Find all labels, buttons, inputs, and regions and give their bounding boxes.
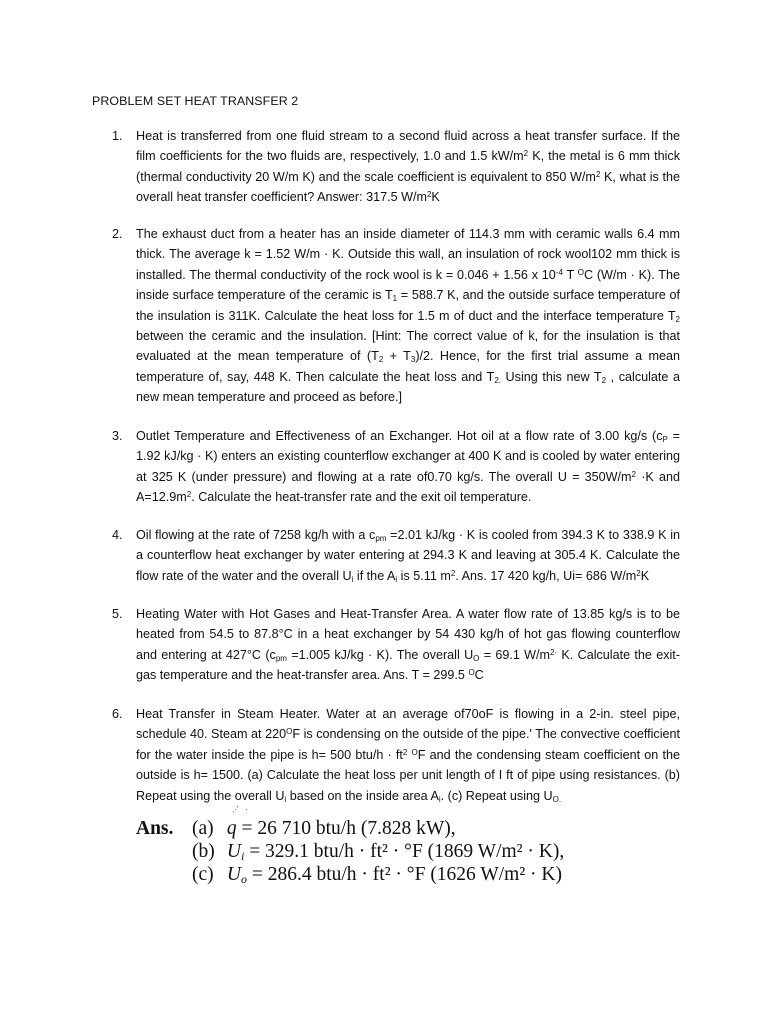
text-segment: . Ans. 17 420 kg/h, Ui= 686 W/m — [455, 568, 637, 583]
subscript: O — [473, 653, 480, 663]
text-segment: . Calculate the heat-transfer rate and the exit oil temperature. — [191, 490, 532, 505]
superscript: 2 — [523, 149, 529, 159]
text-segment: ·K and A=12.9m — [136, 469, 680, 505]
text-segment: Oil flowing at the rate of 7258 kg/h with a c — [136, 528, 376, 542]
problem-number: 6. — [112, 707, 123, 721]
answer-part-label: (a) — [192, 818, 214, 839]
text-segment: if the A — [353, 568, 396, 583]
text-segment: F and the condensing steam coefficient on the outside is h= 1500. (a) Calculate the heat loss per unit length of I ft of pipe using resistances. (b) Repeat using the overall U — [136, 747, 680, 803]
problem-number: 2. — [112, 227, 123, 241]
answer-value: = 26 710 btu/h (7.828 kW), — [236, 818, 456, 839]
superscript: O — [286, 727, 293, 737]
text-segment: K — [431, 190, 440, 205]
answer-variable-subscript: o — [240, 872, 247, 886]
text-segment: K — [640, 568, 650, 583]
text-segment: = 588.7 K, and the outside surface temperature of the insulation is 311K. Calculate the heat loss for 1.5 m of duct and the interface temperature T — [136, 288, 680, 323]
problem-text — [136, 224, 680, 408]
subscript: 3 — [410, 355, 416, 365]
answer-variable: q — [226, 818, 237, 839]
scan-specks: ,·' · — [232, 805, 248, 814]
subscript: O. — [552, 794, 562, 804]
subscript: pm — [275, 653, 287, 663]
problem-number: 1. — [112, 129, 123, 143]
problem-text — [136, 426, 680, 508]
text-segment: K, what is the overall heat transfer coefficient? Answer: 317.5 W/m — [136, 169, 680, 205]
superscript: O — [411, 747, 418, 757]
text-segment: Heat is transferred from one fluid stream to a second fluid across a heat transfer surface. If the film coefficients for the two fluids are, respectively, 1.0 and 1.5 kW/m — [136, 129, 680, 164]
superscript: 2· — [550, 647, 558, 657]
subscript: i — [351, 574, 354, 584]
subscript: 2 — [601, 375, 607, 385]
text-segment: T — [562, 267, 578, 282]
answer-variable-subscript: i — [240, 849, 245, 863]
subscript: P — [662, 435, 668, 444]
text-segment: C (W/m · K). The inside surface temperature of the ceramic is T — [136, 267, 680, 303]
superscript: 2 — [636, 568, 641, 578]
text-segment: K. Calculate the exit-gas temperature and the heat-transfer area. Ans. T = 299.5 — [136, 647, 680, 683]
answer-variable: U — [226, 864, 241, 885]
superscript: 2 — [595, 169, 601, 179]
text-segment: =2.01 kJ/kg · K is cooled from 394.3 K to 338.9 K in a counterflow heat exchanger by water entering at 294.3 K and leaving at 305.4 K. Calculate the flow rate of the water and the overall U — [136, 528, 680, 583]
text-segment: F is condensing on the outside of the pipe.' The convective coefficient for the water inside the pipe is h= 500 btu/h · ft — [136, 727, 680, 762]
superscript: -4 — [555, 267, 563, 277]
superscript: 2 — [186, 490, 192, 500]
text-segment: = 1.92 kJ/kg · K) enters an existing counterflow exchanger at 400 K and is cooled by water entering at 325 K (under pressure) and flowing at a rate of0.70 kg/s. The overall U = 350W/m — [136, 429, 680, 484]
subscript: pm — [375, 534, 387, 543]
answer-value: = 286.4 btu/h · ft² · °F (1626 W/m² · K) — [246, 864, 562, 885]
problem-number: 5. — [112, 607, 123, 621]
superscript: 2 — [426, 190, 432, 200]
answer-part-label: (b) — [192, 841, 215, 862]
problem-number: 4. — [112, 528, 123, 542]
subscript: 2. — [494, 375, 501, 385]
problem-set-title: PROBLEM SET HEAT TRANSFER 2 — [92, 94, 299, 108]
problem-text — [136, 604, 680, 686]
subscript: i — [284, 794, 287, 804]
text-segment: =1.005 kJ/kg · K). The overall U — [286, 647, 474, 662]
text-segment: Using this new T — [500, 369, 602, 384]
text-segment: is 5.11 m — [397, 568, 451, 583]
text-segment: between the ceramic and the insulation. [Hint: The correct value of k, for the insulation is that evaluated at the mean temperature of (T — [136, 329, 680, 364]
text-segment: )/2. Hence, for the first trial assume a mean temperature of, say, 448 K. Then calculate the heat loss and T — [136, 349, 680, 384]
answer-value: = 329.1 btu/h · ft² · °F (1869 W/m² · K), — [244, 841, 565, 862]
answer-variable: U — [226, 841, 241, 862]
text-segment: Outlet Temperature and Effectiveness of an Exchanger. Hot oil at a flow rate of 3.00 kg/s (c — [136, 429, 663, 443]
subscript: i — [438, 794, 441, 804]
subscript: 1 — [392, 294, 398, 304]
problem-number: 3. — [112, 429, 123, 443]
answer-line-a — [192, 818, 456, 840]
text-segment: . (c) Repeat using U — [440, 788, 553, 803]
text-segment: + T — [383, 349, 411, 364]
text-segment: = 69.1 W/m — [479, 647, 551, 662]
text-segment: Heat Transfer in Steam Heater. Water at an average of70oF is flowing in a 2-in. steel pipe, schedule 40. Steam at 220 — [136, 707, 680, 742]
superscript: O — [577, 267, 584, 277]
text-segment: , calculate a new mean temperature and proceed as before.] — [136, 369, 680, 405]
subscript: i — [395, 574, 398, 584]
problem-text — [136, 126, 680, 208]
answer-part-label: (c) — [192, 864, 214, 885]
problem-text — [136, 704, 680, 806]
superscript: 2 — [631, 469, 636, 479]
text-segment: K, the metal is 6 mm thick (thermal conductivity 20 W/m K) and the scale coefficient is equivalent to 850 W/m — [136, 149, 680, 184]
text-segment: Heating Water with Hot Gases and Heat-Transfer Area. A water flow rate of 13.85 kg/s is to be heated from 54.5 to 87.8°C in a heat exchanger by 54 430 kg/h of hot gas flowing counterflow and entering at 427°C (c — [136, 607, 680, 662]
superscript: O — [468, 668, 475, 678]
text-segment: based on the inside area A — [286, 788, 439, 803]
text-segment: The exhaust duct from a heater has an inside diameter of 114.3 mm with ceramic walls 6.4 mm thick. The average k = 1.52 W/m · K. Outside this wall, an insulation of rock wool102 mm thick is installed. The thermal conductivity of the rock wool is k = 0.046 + 1.56 x 10 — [136, 227, 680, 282]
answer-label: Ans. — [136, 818, 174, 839]
problem-text — [136, 525, 680, 586]
subscript: 2 — [378, 355, 384, 365]
subscript: 2 — [675, 314, 680, 324]
text-segment: C — [474, 668, 484, 683]
answer-line-c — [192, 864, 562, 886]
answer-line-b — [192, 841, 564, 863]
superscript: 2 — [450, 568, 456, 578]
superscript: 2 — [402, 747, 408, 757]
